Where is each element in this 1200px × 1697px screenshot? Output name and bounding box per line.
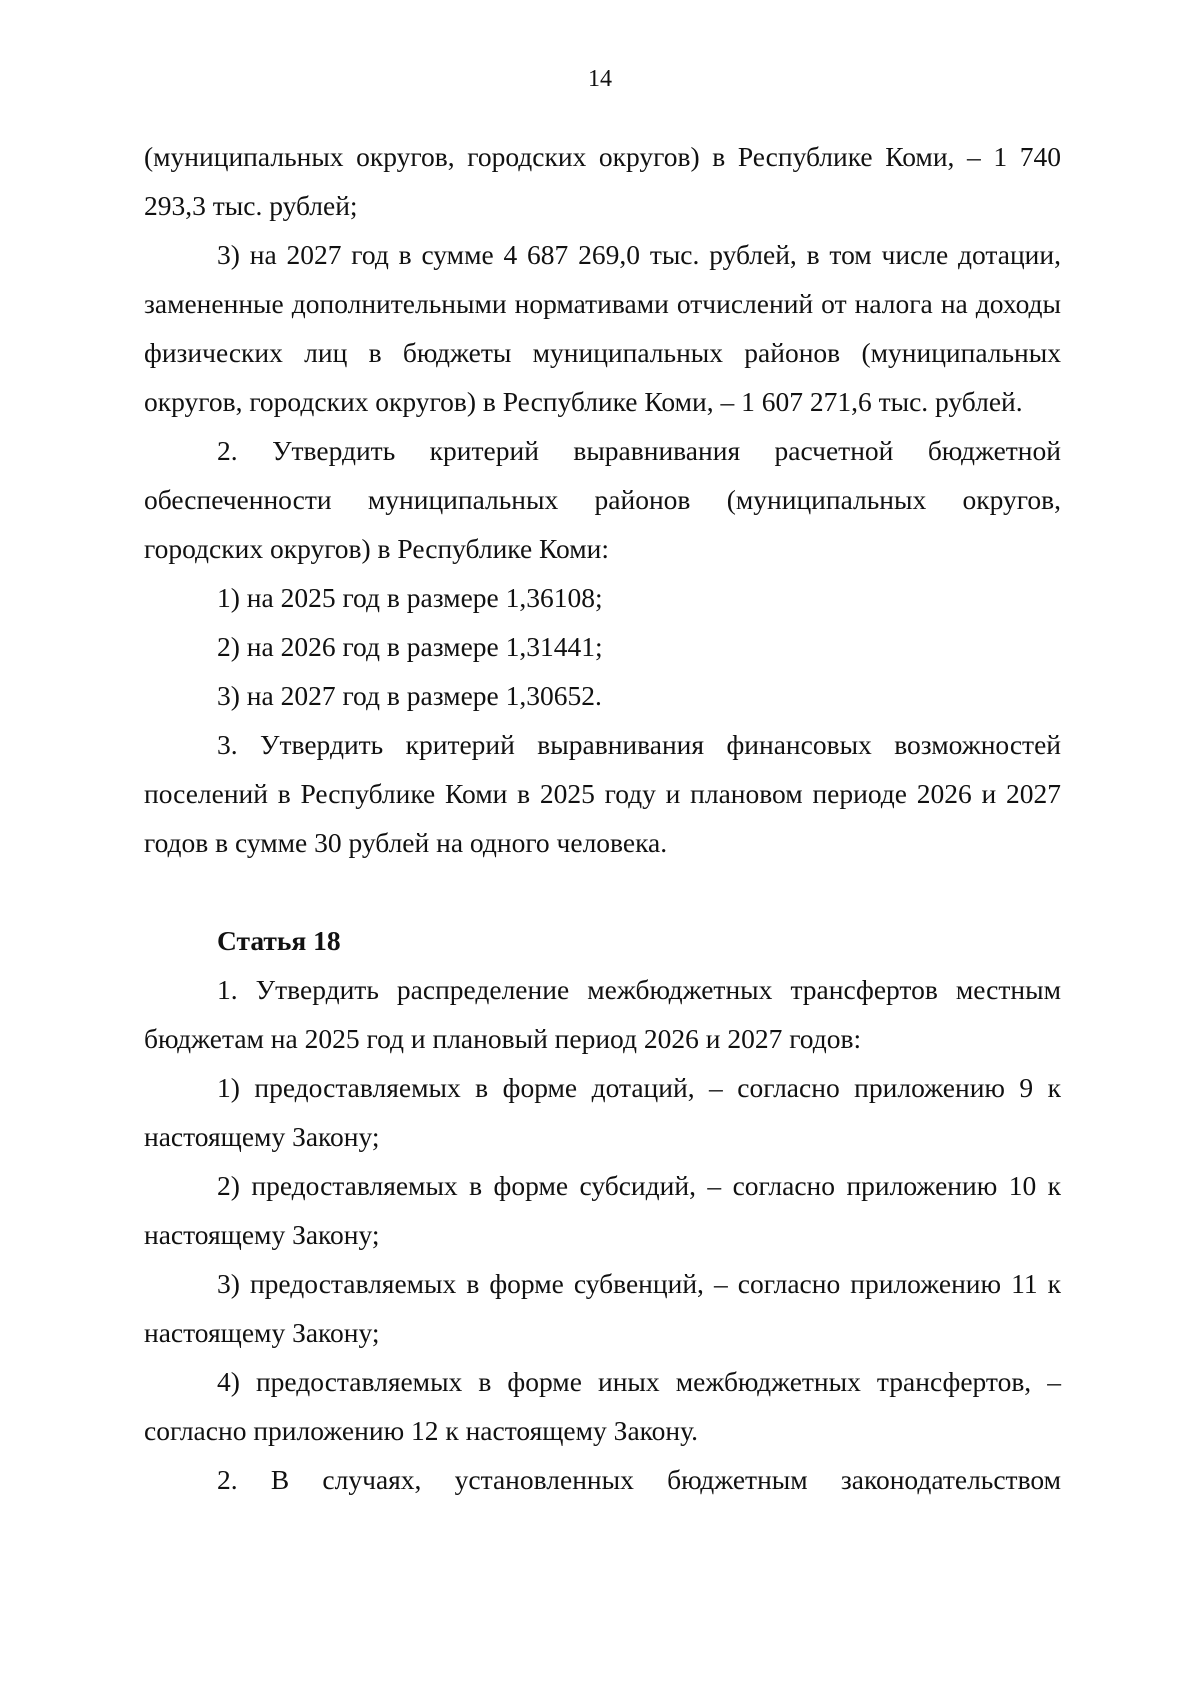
article-heading: Статья 18: [217, 925, 341, 956]
document-body: [144, 132, 1061, 1504]
paragraph-subitem-subsidies: 2) предоставляемых в форме субсидий, – согласно приложению 10 к настоящему Закону;: [144, 1170, 1061, 1250]
paragraph-subitem-subventions: 3) предоставляемых в форме субвенций, – согласно приложению 11 к настоящему Закону;: [144, 1268, 1061, 1348]
page-number: 14: [588, 66, 612, 92]
paragraph-item-2026-value: 2) на 2026 год в размере 1,31441;: [217, 631, 603, 662]
paragraph-subitem-dotations: 1) предоставляемых в форме дотаций, – согласно приложению 9 к настоящему Закону;: [144, 1072, 1061, 1152]
paragraph-item-2027-value: 3) на 2027 год в размере 1,30652.: [217, 680, 602, 711]
paragraph-transfers-distribution: 1. Утвердить распределение межбюджетных трансфертов местным бюджетам на 2025 год и плановый период 2026 и 2027 годов:: [144, 974, 1061, 1054]
paragraph-continuation: (муниципальных округов, городских округов) в Республике Коми, – 1 740 293,3 тыс. рублей;: [144, 141, 1061, 221]
paragraph-cases: 2. В случаях, установленных бюджетным законодательством: [217, 1464, 1061, 1495]
paragraph-criterion-settlements: 3. Утвердить критерий выравнивания финансовых возможностей поселений в Республике Коми в 2025 году и плановом периоде 2026 и 2027 годов в сумме 30 рублей на одного человека.: [144, 729, 1061, 858]
paragraph-item-2025-value: 1) на 2025 год в размере 1,36108;: [217, 582, 603, 613]
paragraph-criterion-budget: 2. Утвердить критерий выравнивания расчетной бюджетной обеспеченности муниципальных районов (муниципальных округов, городских округов) в Республике Коми:: [144, 435, 1061, 564]
paragraph-item-2027: 3) на 2027 год в сумме 4 687 269,0 тыс. рублей, в том числе дотации, замененные дополнительными нормативами отчислений от налога на доходы физических лиц в бюджеты муниципальных районов (муниципальных округов, городских округов) в Республике Коми, – 1 607 271,6 тыс. рублей.: [144, 239, 1061, 417]
paragraph-subitem-other-transfers: 4) предоставляемых в форме иных межбюджетных трансфертов, – согласно приложению 12 к настоящему Закону.: [144, 1366, 1061, 1446]
